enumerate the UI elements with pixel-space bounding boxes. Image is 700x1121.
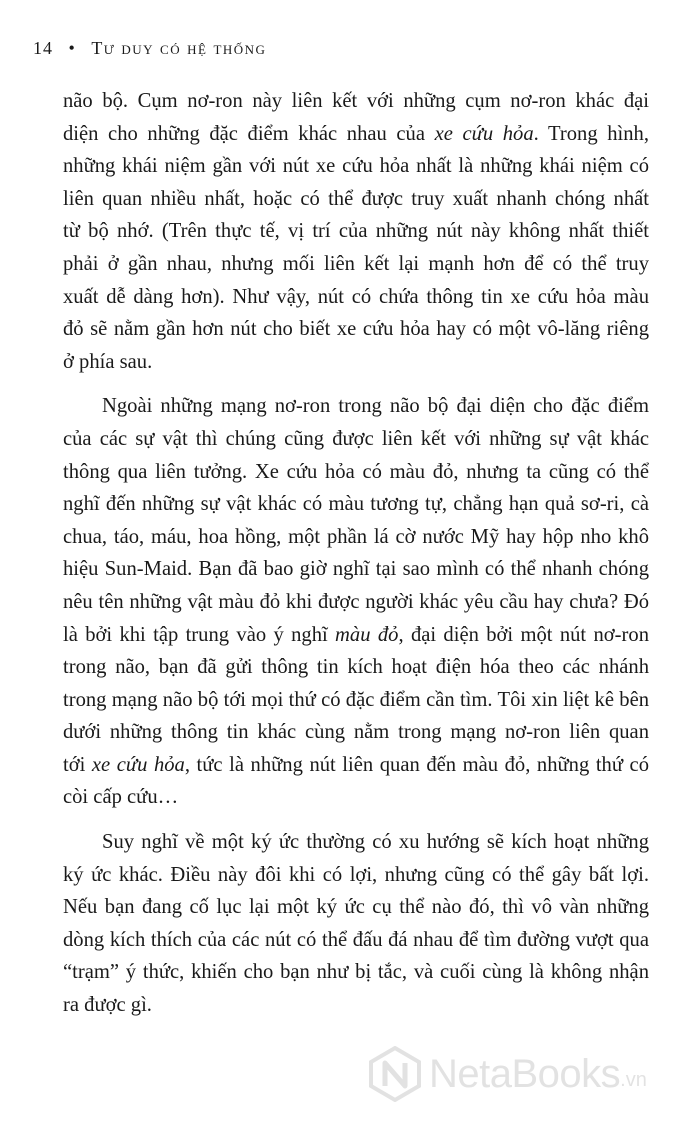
italic-term: xe cứu hỏa bbox=[434, 122, 534, 145]
text-run: của các sự vật thì chúng cũng được liên kết với những sự vật khác bbox=[63, 427, 649, 450]
italic-term: xe cứu hỏa bbox=[91, 753, 185, 776]
text-line bbox=[63, 684, 649, 717]
text-line bbox=[63, 488, 649, 521]
text-line bbox=[63, 749, 649, 782]
text-run: nêu tên những vật màu đỏ khi được người khác yêu cầu hay chưa? Đó bbox=[63, 590, 649, 613]
text-line bbox=[63, 521, 649, 554]
text-run: là bởi khi tập trung vào ý nghĩ bbox=[63, 623, 336, 646]
text-line bbox=[63, 183, 649, 216]
text-run: , đại diện bởi một nút nơ-ron bbox=[398, 623, 649, 646]
text-run: hiệu Sun-Maid. Bạn đã bao giờ nghĩ tại sao mình có thể nhanh chóng bbox=[63, 558, 649, 581]
text-run: từ bộ nhớ. (Trên thực tế, vị trí của những nút này không nhất thiết bbox=[63, 220, 649, 243]
paragraph bbox=[63, 826, 649, 1022]
text-run: còi cấp cứu… bbox=[63, 786, 179, 809]
text-run: trong não, bạn đã gửi thông tin kích hoạt điện hóa theo các nhánh bbox=[63, 656, 649, 679]
book-title: Tư duy có hệ thống bbox=[91, 38, 267, 58]
paragraph bbox=[63, 85, 649, 378]
text-line bbox=[63, 346, 649, 379]
text-run: Ngoài những mạng nơ-ron trong não bộ đại diện cho đặc điểm bbox=[102, 395, 649, 418]
text-run: phải ở gần nhau, nhưng mối liên kết lại mạnh hơn để có thể truy bbox=[63, 252, 649, 275]
text-run: thông qua liên tưởng. Xe cứu hỏa có màu đỏ, nhưng ta cũng có thể bbox=[63, 460, 649, 483]
text-run: trong mạng não bộ tới mọi thứ có đặc điểm cần tìm. Tôi xin liệt kê bên bbox=[63, 688, 649, 711]
watermark-tld: .vn bbox=[620, 1069, 647, 1091]
text-line bbox=[63, 716, 649, 749]
text-line bbox=[63, 651, 649, 684]
text-line bbox=[63, 891, 649, 924]
italic-term: màu đỏ bbox=[335, 623, 399, 646]
running-head bbox=[33, 38, 266, 59]
body-text bbox=[63, 85, 649, 1022]
netabooks-watermark bbox=[367, 1046, 647, 1102]
text-run: “trạm” ý thức, khiến cho bạn như bị tắc, và cuối cùng là không nhận bbox=[63, 961, 649, 984]
text-run: . Trong hình, bbox=[533, 122, 649, 145]
page-number: 14 bbox=[33, 38, 53, 58]
text-line bbox=[63, 456, 649, 489]
text-line bbox=[63, 553, 649, 586]
text-run: những khái niệm gần với nút xe cứu hỏa nhất là những khái niệm có bbox=[63, 155, 649, 178]
watermark-brand: NetaBooks bbox=[429, 1051, 621, 1096]
text-run: đỏ sẽ nằm gần hơn nút cho biết xe cứu hỏa hay có một vô-lăng riêng bbox=[63, 318, 649, 341]
text-run: , tức là những nút liên quan đến màu đỏ, những thứ có bbox=[184, 753, 649, 776]
text-run: dưới những thông tin khác cùng nằm trong mạng nơ-ron liên quan bbox=[63, 721, 649, 744]
text-run: ở phía sau. bbox=[63, 350, 153, 373]
text-line bbox=[63, 924, 649, 957]
text-run: nghĩ đến những sự vật khác có màu tương tự, chẳng hạn quả sơ-ri, cà bbox=[63, 493, 649, 516]
netabooks-logo-icon bbox=[367, 1046, 423, 1102]
text-line bbox=[63, 619, 649, 652]
text-run: chua, táo, máu, hoa hồng, một phần lá cờ nước Mỹ hay hộp nho khô bbox=[63, 525, 649, 548]
text-run: dòng kích thích của các nút có thể đấu đá nhau để tìm đường vượt qua bbox=[63, 928, 649, 951]
text-run: xuất dễ dàng hơn). Như vậy, nút có chứa thông tin xe cứu hỏa màu bbox=[63, 285, 649, 308]
text-run: ra được gì. bbox=[63, 994, 152, 1017]
text-line bbox=[63, 956, 649, 989]
text-line bbox=[63, 118, 649, 151]
text-line bbox=[63, 150, 649, 183]
text-line bbox=[63, 826, 649, 859]
text-run: tới bbox=[63, 753, 92, 776]
text-line bbox=[63, 281, 649, 314]
text-run: ký ức khác. Điều này đôi khi có lợi, nhưng cũng có thể gây bất lợi. bbox=[63, 863, 649, 886]
text-run: Suy nghĩ về một ký ức thường có xu hướng sẽ kích hoạt những bbox=[102, 831, 649, 854]
header-bullet: • bbox=[68, 38, 76, 58]
paragraph bbox=[63, 390, 649, 814]
text-line bbox=[63, 859, 649, 892]
text-line bbox=[63, 313, 649, 346]
text-line bbox=[63, 390, 649, 423]
text-line bbox=[63, 989, 649, 1022]
text-run: não bộ. Cụm nơ-ron này liên kết với những cụm nơ-ron khác đại bbox=[63, 90, 649, 112]
text-line bbox=[63, 215, 649, 248]
text-run: liên quan nhiều nhất, hoặc có thể được truy xuất nhanh chóng nhất bbox=[63, 187, 649, 210]
text-line bbox=[63, 781, 649, 814]
text-line bbox=[63, 586, 649, 619]
text-line bbox=[63, 423, 649, 456]
text-run: diện cho những đặc điểm khác nhau của bbox=[63, 122, 435, 145]
text-run: Nếu bạn đang cố lục lại một ký ức cụ thể nào đó, thì vô vàn những bbox=[63, 896, 649, 919]
text-line bbox=[63, 248, 649, 281]
text-line bbox=[63, 85, 649, 118]
